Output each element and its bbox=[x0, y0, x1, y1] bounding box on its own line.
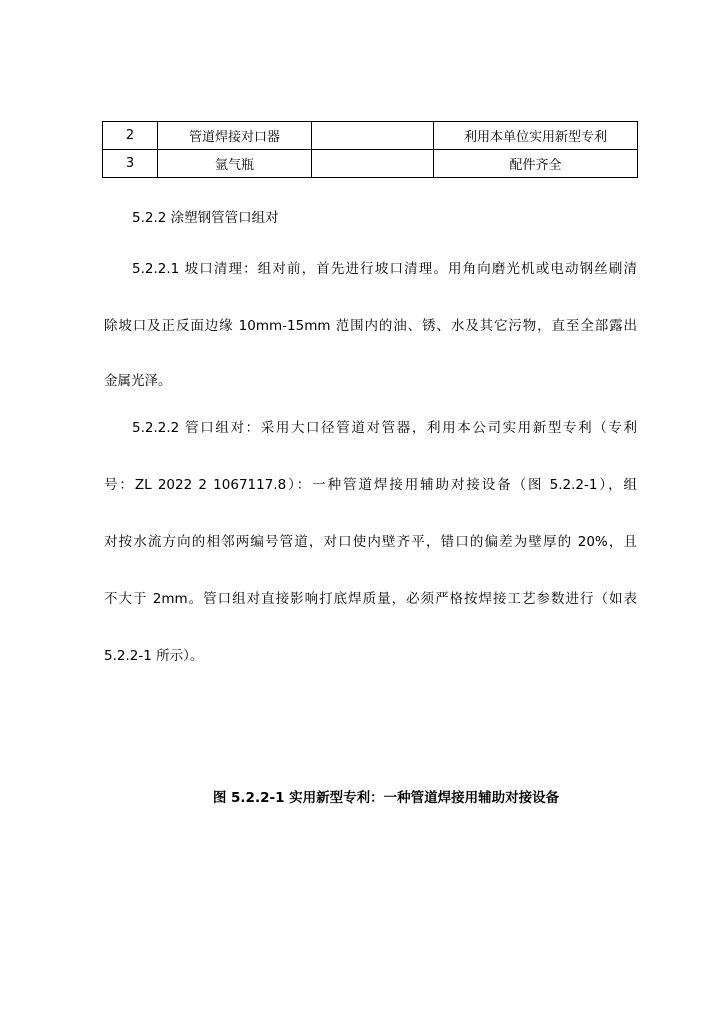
paragraph-line: 5.2.2.2 管口组对：采用大口径管道对管器，利用本公司实用新型专利（专利 bbox=[132, 420, 637, 436]
section-heading: 5.2.2 涂塑钢管管口组对 bbox=[132, 210, 279, 226]
equipment-table bbox=[102, 121, 638, 178]
table-cell-no: 2 bbox=[103, 122, 158, 150]
table-cell-note: 利用本单位实用新型专利 bbox=[434, 122, 638, 150]
table-cell-name: 管道焊接对口器 bbox=[158, 122, 312, 150]
paragraph-line: 除坡口及正反面边缘 10mm-15mm 范围内的油、锈、水及其它污物，直至全部露出 bbox=[104, 318, 637, 334]
table-cell-note: 配件齐全 bbox=[434, 150, 638, 178]
table-row bbox=[103, 122, 638, 150]
table-cell-name: 氩气瓶 bbox=[158, 150, 312, 178]
paragraph-line: 金属光泽。 bbox=[104, 373, 172, 389]
table-row bbox=[103, 150, 638, 178]
paragraph-line: 5.2.2.1 坡口清理：组对前，首先进行坡口清理。用角向磨光机或电动钢丝刷清 bbox=[132, 261, 637, 277]
figure-caption: 图 5.2.2-1 实用新型专利：一种管道焊接用辅助对接设备 bbox=[212, 790, 560, 806]
table-cell-spec bbox=[312, 150, 434, 178]
paragraph-line: 5.2.2-1 所示）。 bbox=[104, 648, 204, 664]
paragraph-line: 不大于 2mm。管口组对直接影响打底焊质量，必须严格按焊接工艺参数进行（如表 bbox=[104, 591, 637, 607]
paragraph-line: 号：ZL 2022 2 1067117.8）：一种管道焊接用辅助对接设备（图 5.2.2-1），组 bbox=[104, 477, 637, 493]
table-cell-no: 3 bbox=[103, 150, 158, 178]
table-cell-spec bbox=[312, 122, 434, 150]
paragraph-line: 对按水流方向的相邻两编号管道，对口使内壁齐平，错口的偏差为壁厚的 20%，且 bbox=[104, 534, 637, 550]
